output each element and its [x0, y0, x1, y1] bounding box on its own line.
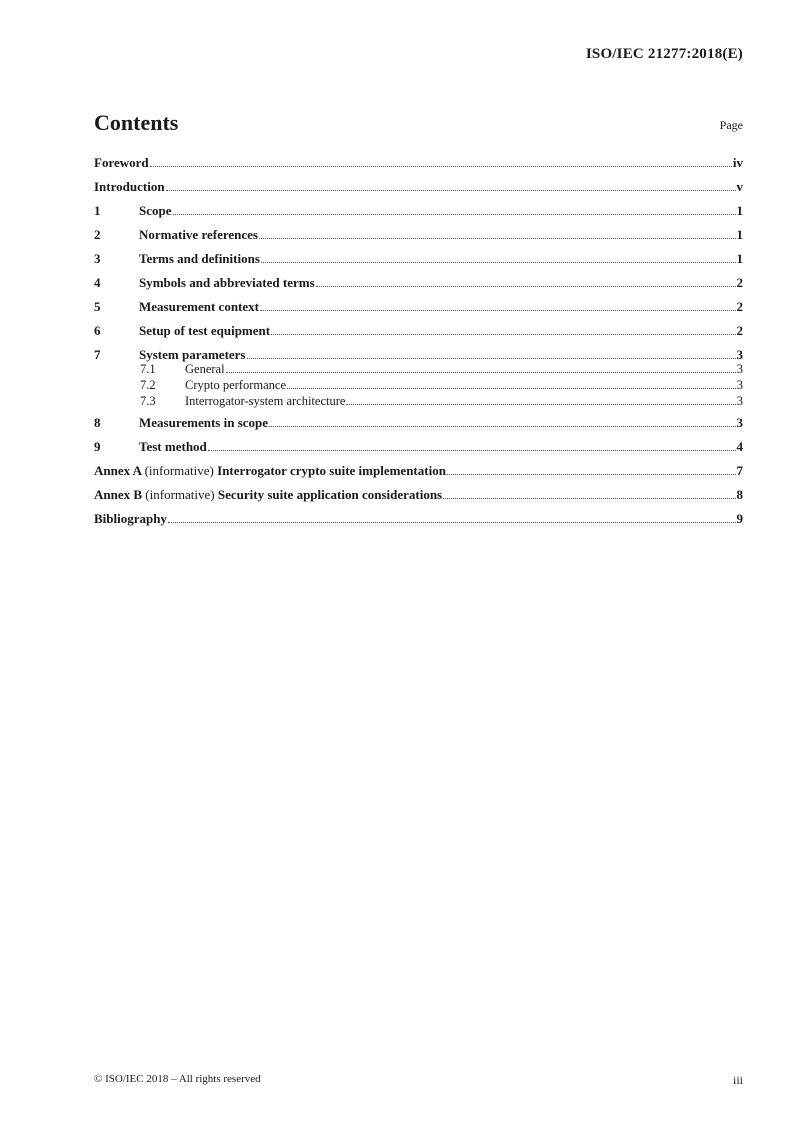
annex-label: Annex B	[94, 487, 143, 502]
toc-entry-title: Crypto performance	[185, 378, 287, 392]
toc-entry-title: System parameters	[139, 347, 246, 362]
toc-entry-page: v	[736, 179, 743, 194]
toc-entry-scope[interactable]	[94, 203, 743, 219]
toc-subentry-general[interactable]	[94, 363, 743, 376]
toc-entry-page: 2	[736, 275, 743, 290]
dot-leader	[269, 426, 735, 427]
toc-entry-introduction[interactable]	[94, 179, 743, 195]
table-of-contents	[94, 155, 743, 527]
toc-entry-normative-references[interactable]	[94, 227, 743, 243]
toc-entry-foreword[interactable]	[94, 155, 743, 171]
toc-entry-page: 3	[736, 378, 743, 392]
toc-entry-number: 1	[94, 203, 101, 218]
toc-entry-page: 3	[736, 415, 743, 430]
dot-leader	[443, 498, 735, 499]
page-column-label: Page	[719, 118, 743, 132]
toc-entry-title	[94, 487, 442, 503]
toc-entry-title: Introduction	[94, 179, 165, 194]
annex-title: Interrogator crypto suite implementation	[217, 463, 446, 478]
toc-entry-page: 4	[736, 439, 743, 454]
page-title: Contents	[94, 110, 179, 135]
toc-entry-number: 5	[94, 299, 101, 314]
toc-entry-annex-b[interactable]	[94, 487, 743, 503]
toc-entry-page: 2	[736, 299, 743, 314]
dot-leader	[226, 372, 736, 373]
toc-entry-page: 3	[736, 362, 743, 376]
toc-entry-bibliography[interactable]	[94, 511, 743, 527]
toc-entry-title: General	[185, 362, 225, 376]
toc-entry-title: Measurements in scope	[139, 415, 269, 430]
toc-entry-number: 7.3	[140, 394, 156, 408]
dot-leader	[247, 358, 736, 359]
copyright-notice: © ISO/IEC 2018 – All rights reserved	[94, 1073, 261, 1085]
toc-subentry-interrogator-system-architecture[interactable]	[94, 395, 743, 408]
annex-informative: (informative)	[145, 487, 215, 502]
toc-entry-symbols[interactable]	[94, 275, 743, 291]
document-id: ISO/IEC 21277:2018(E)	[585, 46, 743, 62]
dot-leader	[259, 238, 736, 239]
toc-entry-title: Interrogator-system architecture	[185, 394, 346, 408]
toc-entry-number: 3	[94, 251, 101, 266]
toc-entry-terms-and-definitions[interactable]	[94, 251, 743, 267]
dot-leader	[168, 522, 736, 523]
toc-entry-title: Measurement context	[139, 299, 259, 314]
page-number: iii	[732, 1073, 743, 1087]
toc-entry-page: 3	[736, 394, 743, 408]
toc-entry-measurement-context[interactable]	[94, 299, 743, 315]
dot-leader	[271, 334, 735, 335]
toc-entry-page: 7	[736, 463, 743, 478]
toc-entry-title: Symbols and abbreviated terms	[139, 275, 315, 290]
toc-entry-page: 1	[736, 203, 743, 218]
toc-entry-page: iv	[732, 155, 743, 170]
toc-entry-system-parameters[interactable]	[94, 347, 743, 363]
dot-leader	[346, 404, 735, 405]
toc-entry-measurements-in-scope[interactable]	[94, 415, 743, 431]
toc-entry-page: 2	[736, 323, 743, 338]
dot-leader	[447, 474, 736, 475]
toc-entry-title: Normative references	[139, 227, 258, 242]
dot-leader	[261, 262, 736, 263]
toc-entry-number: 7.1	[140, 362, 156, 376]
toc-entry-title: Terms and definitions	[139, 251, 260, 266]
toc-subentry-crypto-performance[interactable]	[94, 379, 743, 392]
dot-leader	[260, 310, 736, 311]
toc-entry-number: 7.2	[140, 378, 156, 392]
toc-entry-number: 8	[94, 415, 101, 430]
toc-entry-title: Scope	[139, 203, 172, 218]
toc-entry-number: 6	[94, 323, 101, 338]
dot-leader	[316, 286, 736, 287]
annex-label: Annex A	[94, 463, 142, 478]
toc-entry-number: 9	[94, 439, 101, 454]
toc-entry-page: 9	[736, 511, 743, 526]
toc-entry-number: 4	[94, 275, 101, 290]
dot-leader	[208, 450, 736, 451]
toc-entry-annex-a[interactable]	[94, 463, 743, 479]
dot-leader	[166, 190, 736, 191]
dot-leader	[150, 166, 732, 167]
toc-entry-title: Bibliography	[94, 511, 167, 526]
toc-entry-page: 3	[736, 347, 743, 362]
dot-leader	[287, 388, 736, 389]
toc-entry-page: 1	[736, 227, 743, 242]
toc-entry-setup-of-test-equipment[interactable]	[94, 323, 743, 339]
annex-informative: (informative)	[144, 463, 214, 478]
toc-entry-test-method[interactable]	[94, 439, 743, 455]
toc-entry-title: Setup of test equipment	[139, 323, 271, 338]
toc-entry-title: Test method	[139, 439, 207, 454]
toc-entry-number: 7	[94, 347, 101, 362]
annex-title: Security suite application considerations	[217, 487, 443, 502]
toc-entry-title: Foreword	[94, 155, 149, 170]
toc-entry-page: 1	[736, 251, 743, 266]
toc-entry-page: 8	[736, 487, 743, 502]
dot-leader	[173, 214, 736, 215]
toc-entry-title	[94, 463, 446, 479]
toc-entry-number: 2	[94, 227, 101, 242]
